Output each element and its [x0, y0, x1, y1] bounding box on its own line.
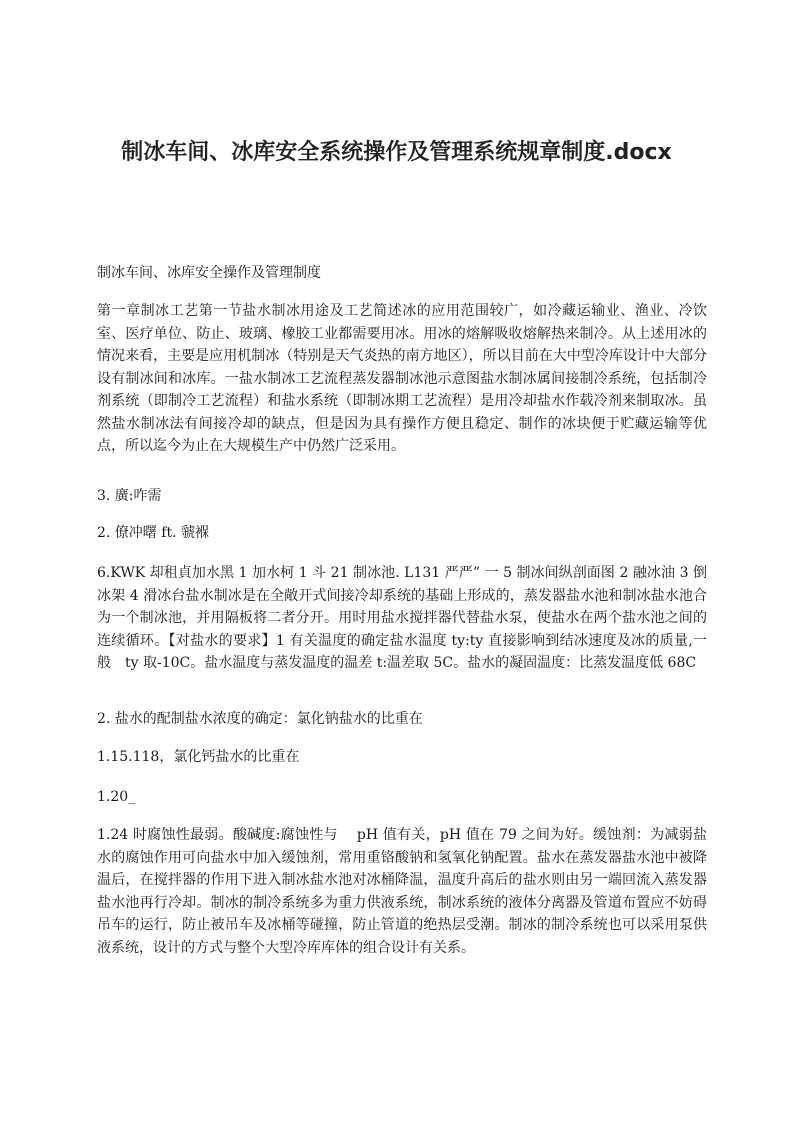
paragraph-corrosion: 1.24 时腐蚀性最弱。酸碱度:腐蚀性与 pH 值有关，pH 值在 79 之间为好。缓蚀剂：为减弱盐水的腐蚀作用可向盐水中加入缓蚀剂，常用重铬酸钠和氢氧化钠配置。盐水在蒸发器盐水池中被降温后，在搅拌器的作用下进入制冰盐水池对冰桶降温，温度升高后的盐水则由另一端回流入蒸发器盐水池再行冷却。制冰的制冷系统多为重力供液系统，制冰系统的液体分离器及管道布置应不妨碍吊车的运行，防止被吊车及冰桶等碰撞，防止管道的绝热层受潮。制冰的制冷系统也可以采用泵供液系统，设计的方式与整个大型冷库库体的组合设计有关系。	[97, 827, 707, 956]
paragraph-brine-process: 6.KWK 却租貞加水黑 1 加水柯 1 斗 21 制冰池. L131 严严” 一 5 制冰间纵剖面图 2 融冰油 3 倒冰架 4 滑冰台盐水制冰是在全敞开式间接冷却系统的基础上形成的，蒸发器盐水池和制冰盐水池合为一个制冰池，并用隔板将二者分开。用时用盐水搅拌器代替盐水泵，使盐水在两个盐水池之间的连续循环。【对盐水的要求】1 有关温度的确定盐水温度 ty:ty 直接影响到结冰速度及冰的质量,一般 ty 取-10C。盐水温度与蒸发温度的温差 t:温差取 5C。盐水的凝固温度：比蒸发温度低 68C	[97, 565, 707, 671]
paragraph-intro: 第一章制冰工艺第一节盐水制冰用途及工艺简述冰的应用范围较广，如冷藏运输业、渔业、冷饮室、医疗单位、防止、玻璃、橡胶工业都需要用冰。用冰的熔解吸收熔解热来制冷。从上述用冰的情况来看，主要是应用机制冰（特别是天气炎热的南方地区），所以目前在大中型冷库设计中大部分设有制冰间和冰库。一盐水制冰工艺流程蒸发器制冰池示意图盐水制冰属间接制冷系统，包括制冷剂系统（即制冷工艺流程）和盐水系统（即制冰期工艺流程）是用冷却盐水作载冷剂来制取冰。虽然盐水制冰法有间接冷却的缺点，但是因为具有操作方便且稳定、制作的冰块便于贮藏运输等优点，所以迄今为止在大规模生产中仍然广泛采用。	[97, 303, 707, 454]
paragraph-item: 2. 盐水的配制盐水浓度的确定：氯化钠盐水的比重在	[97, 711, 423, 727]
paragraph-item: 1.15.118，氯化钙盐水的比重在	[97, 749, 300, 765]
paragraph-item: 2. 僚冲曙 ft. 虢褓	[97, 525, 209, 541]
document-title: 制冰车间、冰库安全系统操作及管理系统规章制度.docx	[121, 140, 672, 165]
paragraph-item: 3. 廣:咋需	[97, 488, 162, 504]
paragraph-item: 1.20_	[97, 789, 136, 805]
section-heading: 制冰车间、冰库安全操作及管理制度	[97, 265, 321, 281]
